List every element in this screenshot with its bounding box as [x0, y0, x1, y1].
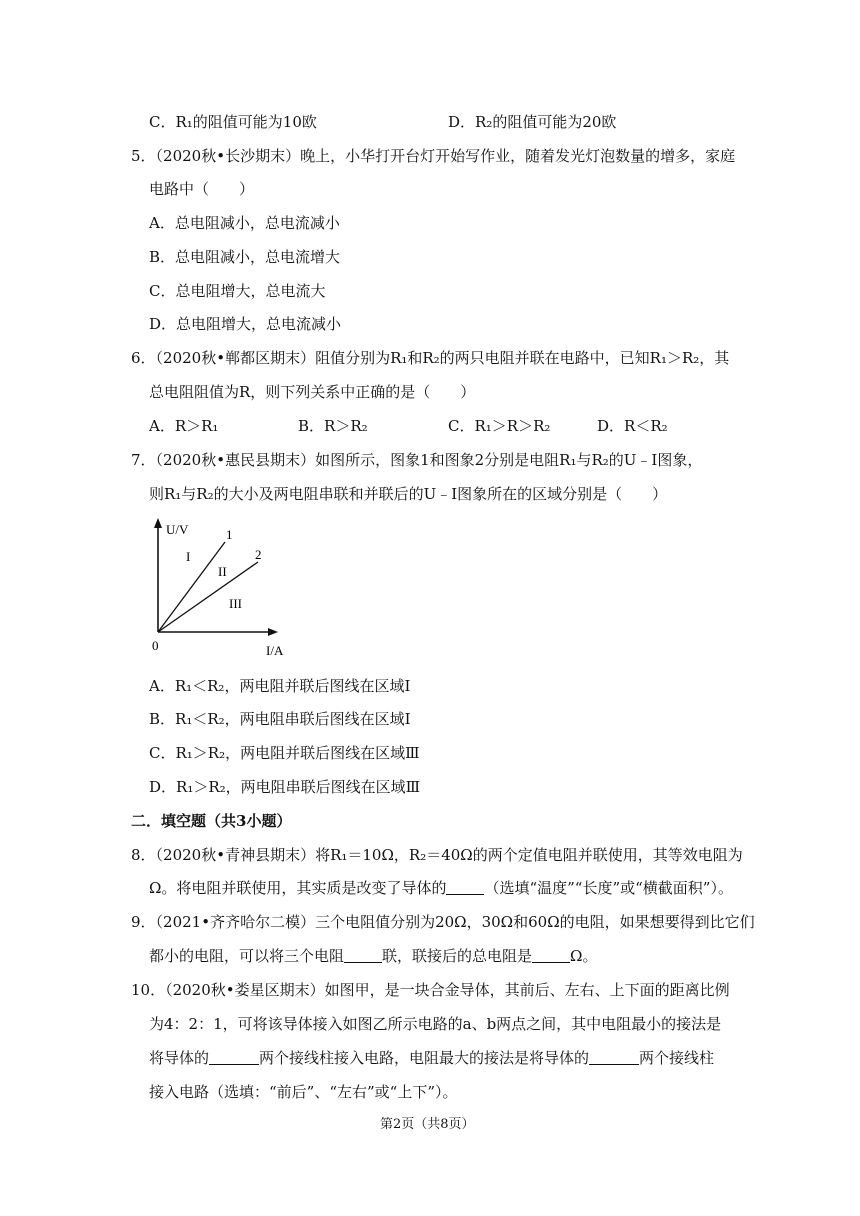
q10-line3-part-b: 两个接线柱接入电路，电阻最大的接法是将导体的 — [259, 1049, 590, 1067]
x-axis-arrow — [268, 628, 278, 636]
q7-option-a: A．R₁＜R₂，两电阻并联后图线在区域Ⅰ — [149, 677, 411, 695]
q5-option-c: C．总电阻增大，总电流大 — [149, 282, 326, 300]
ui-graph-figure — [148, 516, 298, 661]
q9-line2-part-b: 联，联接后的总电阻是 — [382, 947, 533, 965]
q7-option-c: C．R₁＞R₂，两电阻并联后图线在区域Ⅲ — [149, 744, 420, 762]
page-footer: 第2页（共8页） — [380, 1117, 475, 1132]
q10-line2: 为4：2：1，可将该导体接入如图乙所示电路的a、b两点之间，其中电阻最小的接法是 — [149, 1015, 722, 1033]
graph-line-2 — [158, 562, 258, 632]
region-2-label: II — [218, 564, 227, 579]
q9-line1: 9．（2021•齐齐哈尔二模）三个电阻值分别为20Ω，30Ω和60Ω的电阻，如果想要得到比它们 — [131, 913, 755, 931]
q7-option-b: B．R₁＜R₂，两电阻串联后图线在区域Ⅰ — [149, 710, 411, 728]
q4-option-c: C．R₁的阻值可能为10欧 — [149, 113, 317, 131]
q10-blank-2[interactable] — [589, 1048, 639, 1065]
q9-line2 — [149, 945, 597, 967]
q4-option-d: D．R₂的阻值可能为20欧 — [448, 113, 617, 131]
q8-line2 — [149, 877, 733, 899]
q10-blank-1[interactable] — [209, 1048, 259, 1065]
q5-stem-line2: 电路中（ ） — [149, 180, 255, 198]
q6-stem-line2: 总电阻阻值为R，则下列关系中正确的是（ ） — [149, 383, 476, 401]
q8-line2-part-b: （选填“温度”“长度”或“横截面积”）。 — [484, 879, 733, 897]
origin-label: 0 — [152, 638, 159, 653]
q7-stem-line2: 则R₁与R₂的大小及两电阻串联和并联后的U﹣I图象所在的区域分别是（ ） — [149, 485, 668, 503]
q10-line3-part-a: 将导体的 — [149, 1049, 210, 1067]
q6-option-c: C．R₁＞R＞R₂ — [448, 417, 551, 435]
q9-line2-part-c: Ω。 — [570, 947, 598, 965]
q7-option-d: D．R₁＞R₂，两电阻串联后图线在区域Ⅲ — [149, 778, 421, 796]
q5-option-a: A．总电阻减小，总电流减小 — [149, 214, 340, 232]
q6-option-a: A．R＞R₁ — [149, 417, 219, 435]
q10-line1: 10．（2020秋•娄星区期末）如图甲，是一块合金导体，其前后、左右、上下面的距离比例 — [131, 981, 730, 999]
section-heading: 二．填空题（共3小题） — [131, 812, 292, 830]
region-3-label: III — [229, 596, 242, 611]
q5-option-d: D．总电阻增大，总电流减小 — [149, 315, 342, 333]
graph-line-1 — [158, 542, 225, 632]
q7-stem-line1: 7．（2020秋•惠民县期末）如图所示，图象1和图象2分别是电阻R₁与R₂的U﹣I图象， — [131, 451, 703, 469]
q5-stem-line1: 5．（2020秋•长沙期末）晚上，小华打开台灯开始写作业，随着发光灯泡数量的增多，家庭 — [131, 147, 736, 165]
line1-label: 1 — [226, 527, 233, 542]
line2-label: 2 — [255, 547, 262, 562]
q8-line2-part-a: Ω。将电阻并联使用，其实质是改变了导体的 — [149, 879, 447, 897]
q6-option-b: B．R＞R₂ — [298, 417, 368, 435]
y-axis-arrow — [154, 518, 162, 528]
q8-blank-1[interactable] — [446, 878, 484, 895]
q10-line3 — [149, 1047, 714, 1069]
q9-line2-part-a: 都小的电阻，可以将三个电阻 — [149, 947, 345, 965]
q9-blank-2[interactable] — [532, 946, 570, 963]
q10-line4: 接入电路（选填：“前后”、“左右”或“上下”）。 — [149, 1083, 458, 1101]
y-axis-label: U/V — [166, 522, 189, 537]
q9-blank-1[interactable] — [344, 946, 382, 963]
q10-line3-part-c: 两个接线柱 — [639, 1049, 715, 1067]
q5-option-b: B．总电阻减小，总电流增大 — [149, 248, 341, 266]
q6-stem-line1: 6．（2020秋•郸都区期末）阻值分别为R₁和R₂的两只电阻并联在电路中，已知R₁＞R₂，其 — [131, 349, 730, 367]
q6-option-d: D．R＜R₂ — [597, 417, 668, 435]
q8-line1: 8．（2020秋•青神县期末）将R₁＝10Ω，R₂＝40Ω的两个定值电阻并联使用，其等效电阻为 — [131, 846, 743, 864]
x-axis-label: I/A — [266, 643, 284, 658]
region-1-label: I — [186, 549, 191, 564]
